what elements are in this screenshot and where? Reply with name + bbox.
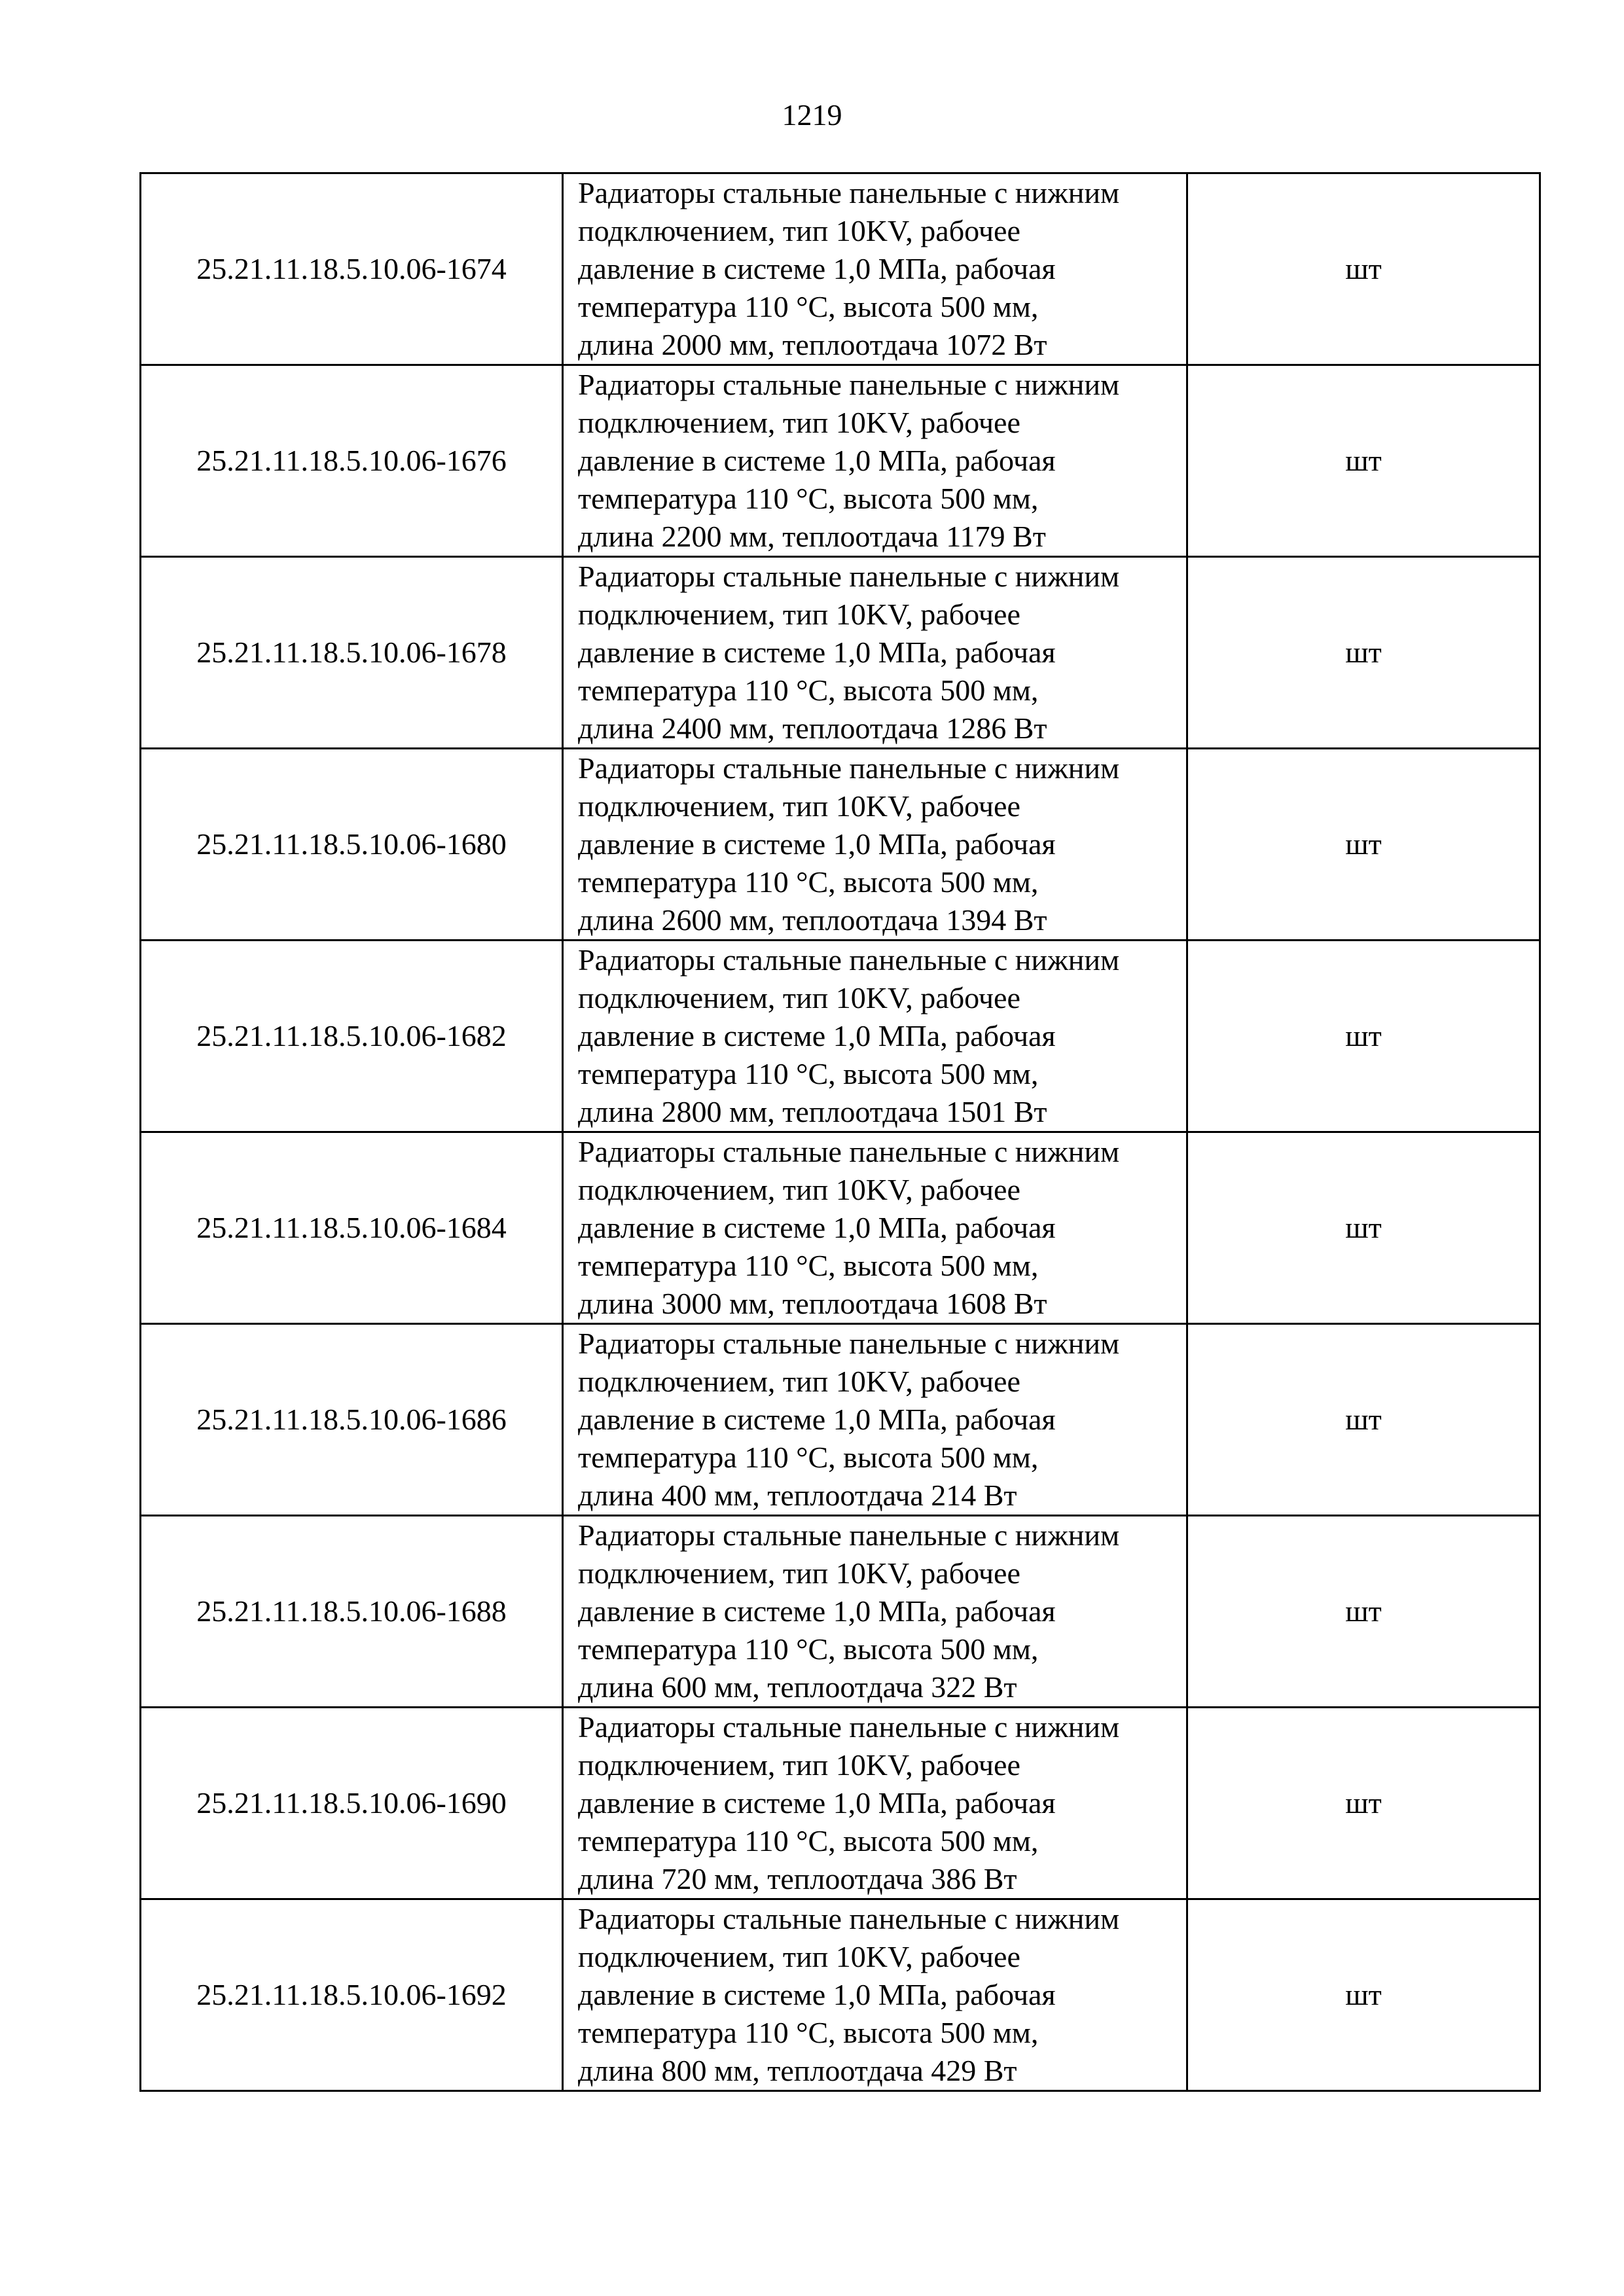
table-row [141, 557, 1540, 749]
description-line: подключением, тип 10KV, рабочее [578, 789, 1020, 823]
description-line: подключением, тип 10KV, рабочее [578, 598, 1020, 631]
table-row [141, 1516, 1540, 1708]
table-row [141, 1899, 1540, 2091]
resource-code-cell: 25.21.11.18.5.10.06-1688 [141, 1516, 563, 1708]
description-line: давление в системе 1,0 МПа, рабочая [578, 1211, 1056, 1244]
description-line: Радиаторы стальные панельные с нижним [578, 1135, 1120, 1168]
description-line: температура 110 °С, высота 500 мм, [578, 673, 1039, 707]
resource-description-cell [563, 173, 1187, 365]
description-line: давление в системе 1,0 МПа, рабочая [578, 252, 1056, 285]
unit-cell: шт [1187, 941, 1540, 1132]
resource-code-cell: 25.21.11.18.5.10.06-1684 [141, 1132, 563, 1324]
description-line: длина 2800 мм, теплоотдача 1501 Вт [578, 1095, 1047, 1128]
description-line: температура 110 °С, высота 500 мм, [578, 1824, 1039, 1857]
unit-cell: шт [1187, 1708, 1540, 1899]
table-row [141, 941, 1540, 1132]
description-line: температура 110 °С, высота 500 мм, [578, 1249, 1039, 1282]
unit-cell: шт [1187, 1899, 1540, 2091]
resource-code-cell: 25.21.11.18.5.10.06-1680 [141, 749, 563, 941]
description-line: подключением, тип 10KV, рабочее [578, 1556, 1020, 1590]
unit-cell: шт [1187, 1324, 1540, 1516]
description-line: Радиаторы стальные панельные с нижним [578, 943, 1120, 977]
description-line: давление в системе 1,0 МПа, рабочая [578, 1019, 1056, 1052]
description-line: давление в системе 1,0 МПа, рабочая [578, 827, 1056, 861]
unit-cell: шт [1187, 749, 1540, 941]
table-row [141, 749, 1540, 941]
resource-description-cell [563, 1132, 1187, 1324]
description-line: давление в системе 1,0 МПа, рабочая [578, 444, 1056, 477]
description-line: длина 720 мм, теплоотдача 386 Вт [578, 1862, 1017, 1895]
description-line: температура 110 °С, высота 500 мм, [578, 482, 1039, 515]
description-line: подключением, тип 10KV, рабочее [578, 1748, 1020, 1782]
table-row [141, 173, 1540, 365]
resource-description-cell [563, 365, 1187, 557]
description-line: длина 800 мм, теплоотдача 429 Вт [578, 2054, 1017, 2087]
description-line: Радиаторы стальные панельные с нижним [578, 1327, 1120, 1360]
description-line: давление в системе 1,0 МПа, рабочая [578, 1786, 1056, 1820]
description-line: длина 400 мм, теплоотдача 214 Вт [578, 1479, 1017, 1512]
description-line: Радиаторы стальные панельные с нижним [578, 1710, 1120, 1744]
description-line: подключением, тип 10KV, рабочее [578, 214, 1020, 247]
resource-code-cell: 25.21.11.18.5.10.06-1676 [141, 365, 563, 557]
unit-cell: шт [1187, 1132, 1540, 1324]
description-line: длина 2400 мм, теплоотдача 1286 Вт [578, 711, 1047, 745]
unit-cell: шт [1187, 173, 1540, 365]
description-line: длина 600 мм, теплоотдача 322 Вт [578, 1670, 1017, 1704]
resource-description-cell [563, 749, 1187, 941]
resource-description-cell [563, 557, 1187, 749]
resource-table [139, 172, 1541, 2092]
description-line: давление в системе 1,0 МПа, рабочая [578, 636, 1056, 669]
description-line: давление в системе 1,0 МПа, рабочая [578, 1403, 1056, 1436]
resource-description-cell [563, 1516, 1187, 1708]
description-line: длина 2000 мм, теплоотдача 1072 Вт [578, 328, 1047, 361]
resource-code-cell: 25.21.11.18.5.10.06-1682 [141, 941, 563, 1132]
resource-description-cell [563, 1324, 1187, 1516]
resource-code-cell: 25.21.11.18.5.10.06-1692 [141, 1899, 563, 2091]
description-line: подключением, тип 10KV, рабочее [578, 1173, 1020, 1206]
table-row [141, 1324, 1540, 1516]
description-line: Радиаторы стальные панельные с нижним [578, 1902, 1120, 1935]
resource-code-cell: 25.21.11.18.5.10.06-1678 [141, 557, 563, 749]
unit-cell: шт [1187, 1516, 1540, 1708]
page-number: 1219 [782, 98, 842, 132]
description-line: длина 3000 мм, теплоотдача 1608 Вт [578, 1287, 1047, 1320]
resource-code-cell: 25.21.11.18.5.10.06-1674 [141, 173, 563, 365]
description-line: давление в системе 1,0 МПа, рабочая [578, 1594, 1056, 1628]
resource-description-cell [563, 1708, 1187, 1899]
description-line: подключением, тип 10KV, рабочее [578, 406, 1020, 439]
description-line: Радиаторы стальные панельные с нижним [578, 560, 1120, 593]
description-line: температура 110 °С, высота 500 мм, [578, 865, 1039, 899]
description-line: давление в системе 1,0 МПа, рабочая [578, 1978, 1056, 2011]
table-row [141, 365, 1540, 557]
resource-description-cell [563, 941, 1187, 1132]
description-line: длина 2200 мм, теплоотдача 1179 Вт [578, 520, 1046, 553]
resource-code-cell: 25.21.11.18.5.10.06-1686 [141, 1324, 563, 1516]
description-line: Радиаторы стальные панельные с нижним [578, 1518, 1120, 1552]
description-line: подключением, тип 10KV, рабочее [578, 981, 1020, 1014]
description-line: температура 110 °С, высота 500 мм, [578, 1632, 1039, 1666]
table-row [141, 1132, 1540, 1324]
description-line: Радиаторы стальные панельные с нижним [578, 176, 1120, 209]
unit-cell: шт [1187, 365, 1540, 557]
resource-description-cell [563, 1899, 1187, 2091]
description-line: температура 110 °С, высота 500 мм, [578, 290, 1039, 323]
table-row [141, 1708, 1540, 1899]
table-body [141, 173, 1540, 2091]
description-line: длина 2600 мм, теплоотдача 1394 Вт [578, 903, 1047, 937]
unit-cell: шт [1187, 557, 1540, 749]
description-line: температура 110 °С, высота 500 мм, [578, 2016, 1039, 2049]
description-line: подключением, тип 10KV, рабочее [578, 1940, 1020, 1973]
description-line: температура 110 °С, высота 500 мм, [578, 1441, 1039, 1474]
resource-code-cell: 25.21.11.18.5.10.06-1690 [141, 1708, 563, 1899]
description-line: температура 110 °С, высота 500 мм, [578, 1057, 1039, 1090]
description-line: Радиаторы стальные панельные с нижним [578, 751, 1120, 785]
description-line: подключением, тип 10KV, рабочее [578, 1365, 1020, 1398]
description-line: Радиаторы стальные панельные с нижним [578, 368, 1120, 401]
